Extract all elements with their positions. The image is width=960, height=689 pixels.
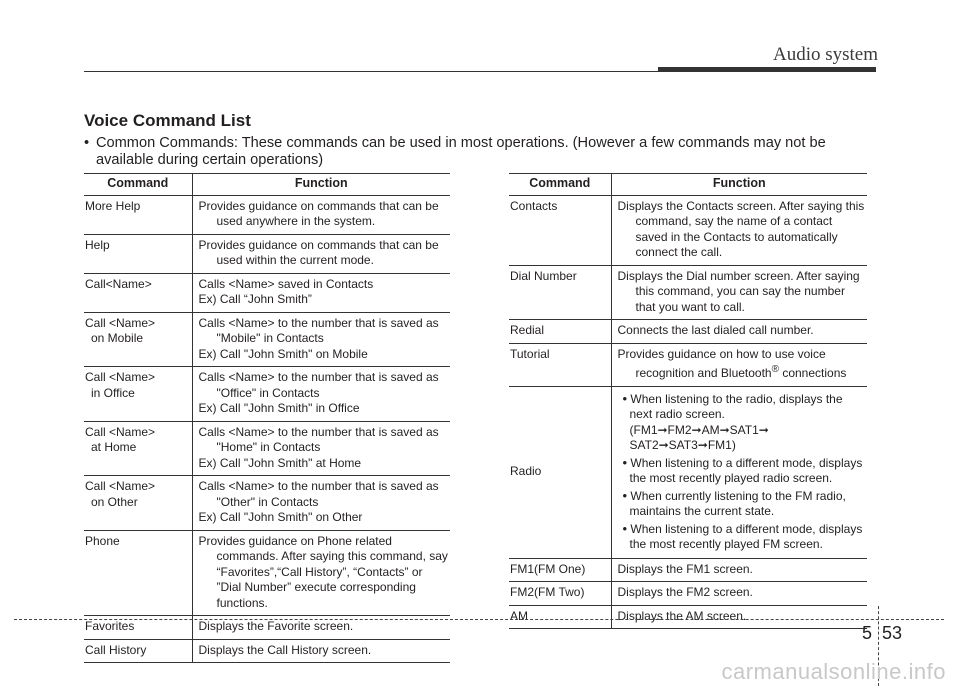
command-text-line2: on Mobile [91, 331, 144, 345]
command-cell [509, 558, 611, 582]
table-row [509, 605, 867, 629]
list-item [618, 521, 868, 553]
example-text: Ex) Call “John Smith” [198, 292, 312, 306]
command-cell [509, 582, 611, 606]
list-item [618, 488, 868, 520]
command-text: Favorites [85, 619, 135, 633]
function-cell [611, 558, 867, 582]
watermark: carmanualsonline.info [721, 659, 946, 684]
function-cell [192, 530, 450, 616]
table-row [84, 530, 450, 616]
table-row [84, 234, 450, 273]
table-row [509, 265, 867, 320]
command-cell [84, 530, 192, 616]
function-cell [192, 476, 450, 531]
example-text: Ex) Call "John Smith" on Mobile [198, 346, 368, 361]
bullet-icon: • [84, 135, 90, 151]
section-title: Voice Command List [84, 111, 251, 130]
command-text-line2: at Home [91, 440, 137, 454]
table-row [509, 343, 867, 386]
function-text: Provides guidance on commands that can be used anywhere in the system. [198, 198, 439, 228]
table-row [509, 558, 867, 582]
function-cell [611, 605, 867, 629]
example-text: Ex) Call "John Smith" at Home [198, 455, 362, 470]
bullet-icon: • [622, 520, 628, 536]
tutorial-text-end: connections [778, 366, 847, 380]
command-text: FM2(FM Two) [510, 585, 585, 599]
command-text: Phone [85, 533, 120, 548]
list-item [618, 391, 868, 454]
command-cell [509, 343, 611, 386]
function-text [618, 347, 868, 382]
function-text: Displays the Dial number screen. After saying this command, you can say the number that you want to call. [617, 268, 860, 314]
command-text: More Help [85, 198, 141, 213]
right-command-table [509, 173, 867, 629]
command-cell [84, 367, 192, 422]
command-cell [509, 605, 611, 629]
table-row [509, 582, 867, 606]
function-cell [611, 582, 867, 606]
chapter-number: 5 [861, 623, 872, 643]
command-text-line2: on Other [91, 494, 138, 509]
function-text: Provides guidance on Phone related commands. After saying this command, say “Favorites”,“Call History”, “Contacts” or ”Dial Number” execute corresponding functions. [198, 533, 448, 610]
command-text: Radio [510, 463, 542, 478]
function-cell [611, 386, 867, 558]
page-number: 53 [882, 623, 903, 643]
radio-item-text: When currently listening to the FM radio, maintains the current state. [629, 488, 846, 518]
table-row [84, 639, 450, 663]
table-row [509, 195, 867, 265]
command-text: Dial Number [510, 268, 577, 283]
command-text: Redial [510, 323, 545, 337]
column-header-command: Command [84, 174, 192, 196]
command-cell [84, 312, 192, 367]
function-text: Displays the Call History screen. [198, 642, 372, 657]
function-text: Displays the Contacts screen. After saying this command, say the name of a contact saved in the Contacts to automatically connect the call. [617, 198, 865, 259]
registered-mark: ® [771, 364, 779, 375]
command-cell [84, 234, 192, 273]
command-cell [509, 195, 611, 265]
function-text: Calls <Name> to the number that is saved as "Office" in Contacts [198, 370, 439, 400]
intro-line-2: available during certain operations) [96, 152, 324, 168]
function-text: Displays the FM1 screen. [617, 561, 753, 576]
table-row [84, 273, 450, 312]
command-text: Help [85, 237, 110, 252]
radio-item-text: When listening to the radio, displays the next radio screen. (FM1➞FM2➞AM➞SAT1➞ SAT2➞SAT3➞FM1) [629, 391, 843, 452]
example-text: Ex) Call "John Smith" on Other [198, 510, 363, 524]
table-header-row [84, 174, 450, 196]
command-cell [84, 476, 192, 531]
command-text: Call<Name> [85, 276, 152, 291]
intro-line-1: Common Commands: These commands can be used in most operations. (However a few commands may not be [96, 135, 826, 151]
example-text: Ex) Call "John Smith" in Office [198, 401, 360, 415]
table-header-row [509, 174, 867, 196]
command-cell [509, 320, 611, 344]
table-row [509, 320, 867, 344]
function-text: Calls <Name> to the number that is saved as "Other" in Contacts [198, 479, 439, 509]
command-text: Tutorial [510, 346, 550, 361]
command-text: Call <Name> [85, 315, 156, 330]
command-cell [509, 386, 611, 558]
function-text: Displays the AM screen. [617, 608, 747, 623]
bullet-icon: • [622, 390, 628, 406]
command-text-line2: in Office [91, 385, 135, 400]
function-cell [192, 421, 450, 476]
table-row [509, 386, 867, 558]
function-cell [192, 639, 450, 663]
command-cell [84, 273, 192, 312]
command-text: Call <Name> [85, 370, 156, 384]
bullet-icon: • [622, 454, 628, 470]
function-cell [611, 320, 867, 344]
function-cell [611, 343, 867, 386]
column-header-command: Command [509, 174, 611, 196]
command-cell [84, 195, 192, 234]
table-row [84, 476, 450, 531]
function-text: Displays the Favorite screen. [198, 619, 354, 633]
function-cell [611, 265, 867, 320]
column-header-function: Function [611, 174, 867, 196]
function-cell [611, 195, 867, 265]
header-rule [84, 71, 660, 72]
column-header-function: Function [192, 174, 450, 196]
function-text: Calls <Name> to the number that is saved as "Home" in Contacts [198, 424, 439, 454]
function-text: Connects the last dialed call number. [617, 323, 814, 337]
table-row [84, 312, 450, 367]
command-cell [84, 639, 192, 663]
footer-rule [14, 619, 944, 620]
command-text: Call <Name> [85, 479, 156, 493]
function-cell [192, 312, 450, 367]
bullet-icon: • [622, 487, 628, 503]
left-command-table [84, 173, 450, 663]
table-row [84, 421, 450, 476]
table-row [84, 367, 450, 422]
command-text: FM1(FM One) [510, 561, 586, 576]
command-cell [84, 421, 192, 476]
command-cell [509, 265, 611, 320]
function-cell [192, 367, 450, 422]
command-text: AM [510, 608, 528, 623]
table-row [84, 195, 450, 234]
command-text: Contacts [510, 198, 558, 213]
intro-paragraph [84, 135, 880, 169]
function-text: Calls <Name> to the number that is saved as "Mobile" in Contacts [198, 315, 439, 345]
radio-item-text: When listening to a different mode, displays the most recently played FM screen. [629, 521, 863, 551]
function-cell [192, 273, 450, 312]
function-text: Calls <Name> saved in Contacts [198, 276, 374, 291]
radio-item-text: When listening to a different mode, displays the most recently played radio screen. [629, 455, 863, 485]
tutorial-text: Provides guidance on how to use voice recognition and Bluetooth [617, 346, 826, 380]
command-text: Call History [85, 642, 147, 657]
function-cell [192, 195, 450, 234]
function-cell [192, 234, 450, 273]
function-text: Displays the FM2 screen. [617, 585, 753, 599]
function-text: Provides guidance on commands that can be used within the current mode. [198, 237, 439, 267]
header-rule-bold [658, 67, 876, 72]
header-title: Audio system [772, 44, 878, 65]
command-text: Call <Name> [85, 424, 156, 439]
list-item [618, 455, 868, 487]
